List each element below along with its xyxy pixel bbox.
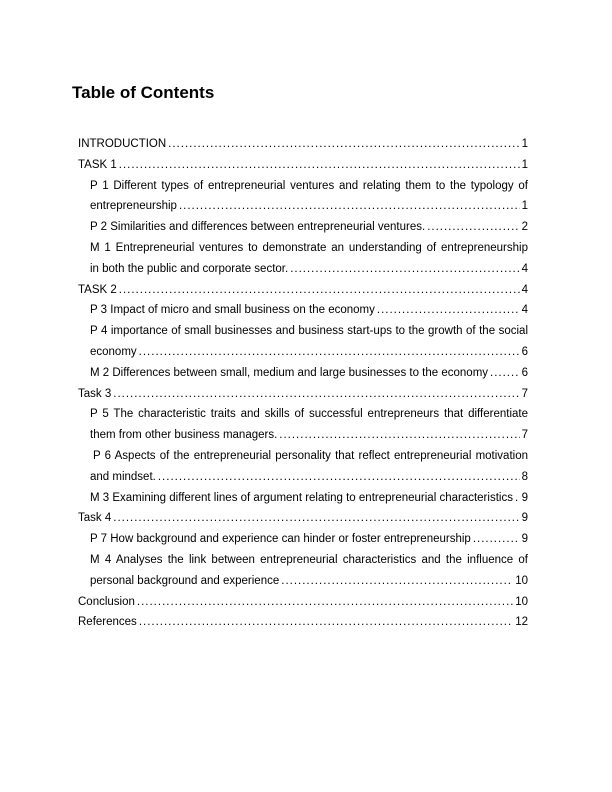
toc-entry-references[interactable] <box>78 612 528 633</box>
toc-page-number: 4 <box>521 262 528 275</box>
toc-entry-label: Conclusion <box>78 595 135 608</box>
toc-page-number: 2 <box>521 221 528 234</box>
toc-page-number: 10 <box>515 595 528 608</box>
toc-page-number: 4 <box>521 304 528 317</box>
toc-page-number: 1 <box>521 200 528 213</box>
toc-entry-m4[interactable] <box>78 550 528 592</box>
toc-entry-label: them from other business managers. <box>90 429 278 442</box>
toc-entry-label: P 3 Impact of micro and small business on the economy <box>90 304 375 317</box>
toc-page-number: 9 <box>521 512 528 525</box>
toc-entry-label: M 2 Differences between small, medium and large businesses to the economy <box>90 366 489 379</box>
toc-entry-label-line1: P 6 Aspects of the entrepreneurial personality that reflect entrepreneurial motivation <box>93 449 528 462</box>
dot-leader <box>473 529 520 550</box>
toc-page-number: 1 <box>521 138 528 150</box>
toc-entry-label: TASK 2 <box>78 283 117 296</box>
toc-page-number: 12 <box>515 616 528 629</box>
dot-leader <box>168 134 519 155</box>
dot-leader <box>377 300 520 321</box>
toc-entry-task-1[interactable] <box>78 155 528 176</box>
toc-page-number: 4 <box>521 283 528 296</box>
toc-entry-task-4[interactable] <box>78 508 528 529</box>
dot-leader <box>515 488 520 509</box>
toc-entry-conclusion[interactable] <box>78 592 528 613</box>
toc-entry-label-line1: P 1 Different types of entrepreneurial ventures and relating them to the typology of <box>90 179 528 192</box>
toc-entry-p6[interactable] <box>78 446 528 488</box>
toc-entry-m3[interactable] <box>78 488 528 509</box>
toc-page-number: 9 <box>521 491 528 504</box>
toc-entry-label: M 3 Examining different lines of argument relating to entrepreneurial characteristics <box>90 491 513 504</box>
toc-entry-p3[interactable] <box>78 300 528 321</box>
dot-leader <box>490 363 520 384</box>
toc-entry-label: Task 4 <box>78 512 112 525</box>
toc-entry-p1[interactable] <box>78 176 528 218</box>
dot-leader <box>139 342 520 363</box>
toc-entry-label: INTRODUCTION <box>78 138 167 150</box>
toc-page-number: 9 <box>521 533 528 546</box>
page-title: Table of Contents <box>72 83 215 102</box>
dot-leader <box>179 196 520 217</box>
toc-page-number: 10 <box>515 574 528 587</box>
toc-entry-label-line1: P 5 The characteristic traits and skills of successful entrepreneurs that differentiate <box>90 408 528 421</box>
toc-entry-label: personal background and experience <box>90 574 280 587</box>
toc-entry-label: References <box>78 616 137 629</box>
toc-entry-label-line1: P 4 importance of small businesses and business start-ups to the growth of the social <box>90 325 528 338</box>
dot-leader <box>137 592 513 613</box>
toc-entry-p2[interactable] <box>78 217 528 238</box>
toc-entry-p5[interactable] <box>78 404 528 446</box>
toc-entry-label: P 2 Similarities and differences between entrepreneurial ventures. <box>90 221 426 234</box>
toc-entry-label: P 7 How background and experience can hinder or foster entrepreneurship <box>90 533 471 546</box>
toc-page-number: 6 <box>521 366 528 379</box>
toc-entry-introduction[interactable] <box>78 134 528 155</box>
toc-entry-label: entrepreneurship <box>90 200 177 213</box>
dot-leader <box>119 280 520 301</box>
toc-page-number: 7 <box>521 387 528 400</box>
toc-entry-label: in both the public and corporate sector. <box>90 262 289 275</box>
toc-entry-p7[interactable] <box>78 529 528 550</box>
toc-entry-label: TASK 1 <box>78 158 117 171</box>
toc-entry-label: Task 3 <box>78 387 112 400</box>
toc-entry-label: economy <box>90 345 137 358</box>
dot-leader <box>158 467 520 488</box>
toc-entry-task-3[interactable] <box>78 384 528 405</box>
dot-leader <box>119 155 520 176</box>
toc-list <box>78 134 528 633</box>
toc-entry-m2[interactable] <box>78 363 528 384</box>
dot-leader <box>113 384 519 405</box>
dot-leader <box>139 612 513 633</box>
toc-entry-label: and mindset. <box>90 470 156 483</box>
toc-entry-m1[interactable] <box>78 238 528 280</box>
toc-entry-task-2[interactable] <box>78 280 528 301</box>
toc-page-number: 6 <box>521 345 528 358</box>
toc-entry-label-line1: M 1 Entrepreneurial ventures to demonstrate an understanding of entrepreneurship <box>90 241 528 254</box>
toc-entry-p4[interactable] <box>78 321 528 363</box>
toc-entry-label-line1: M 4 Analyses the link between entrepreneurial characteristics and the influence of <box>90 553 528 566</box>
dot-leader <box>113 508 519 529</box>
toc-page-number: 8 <box>521 470 528 483</box>
dot-leader <box>279 425 519 446</box>
toc-page-number: 7 <box>521 429 528 442</box>
toc-page-number: 1 <box>521 158 528 171</box>
dot-leader <box>427 217 519 238</box>
dot-leader <box>290 259 519 280</box>
dot-leader <box>281 571 513 592</box>
